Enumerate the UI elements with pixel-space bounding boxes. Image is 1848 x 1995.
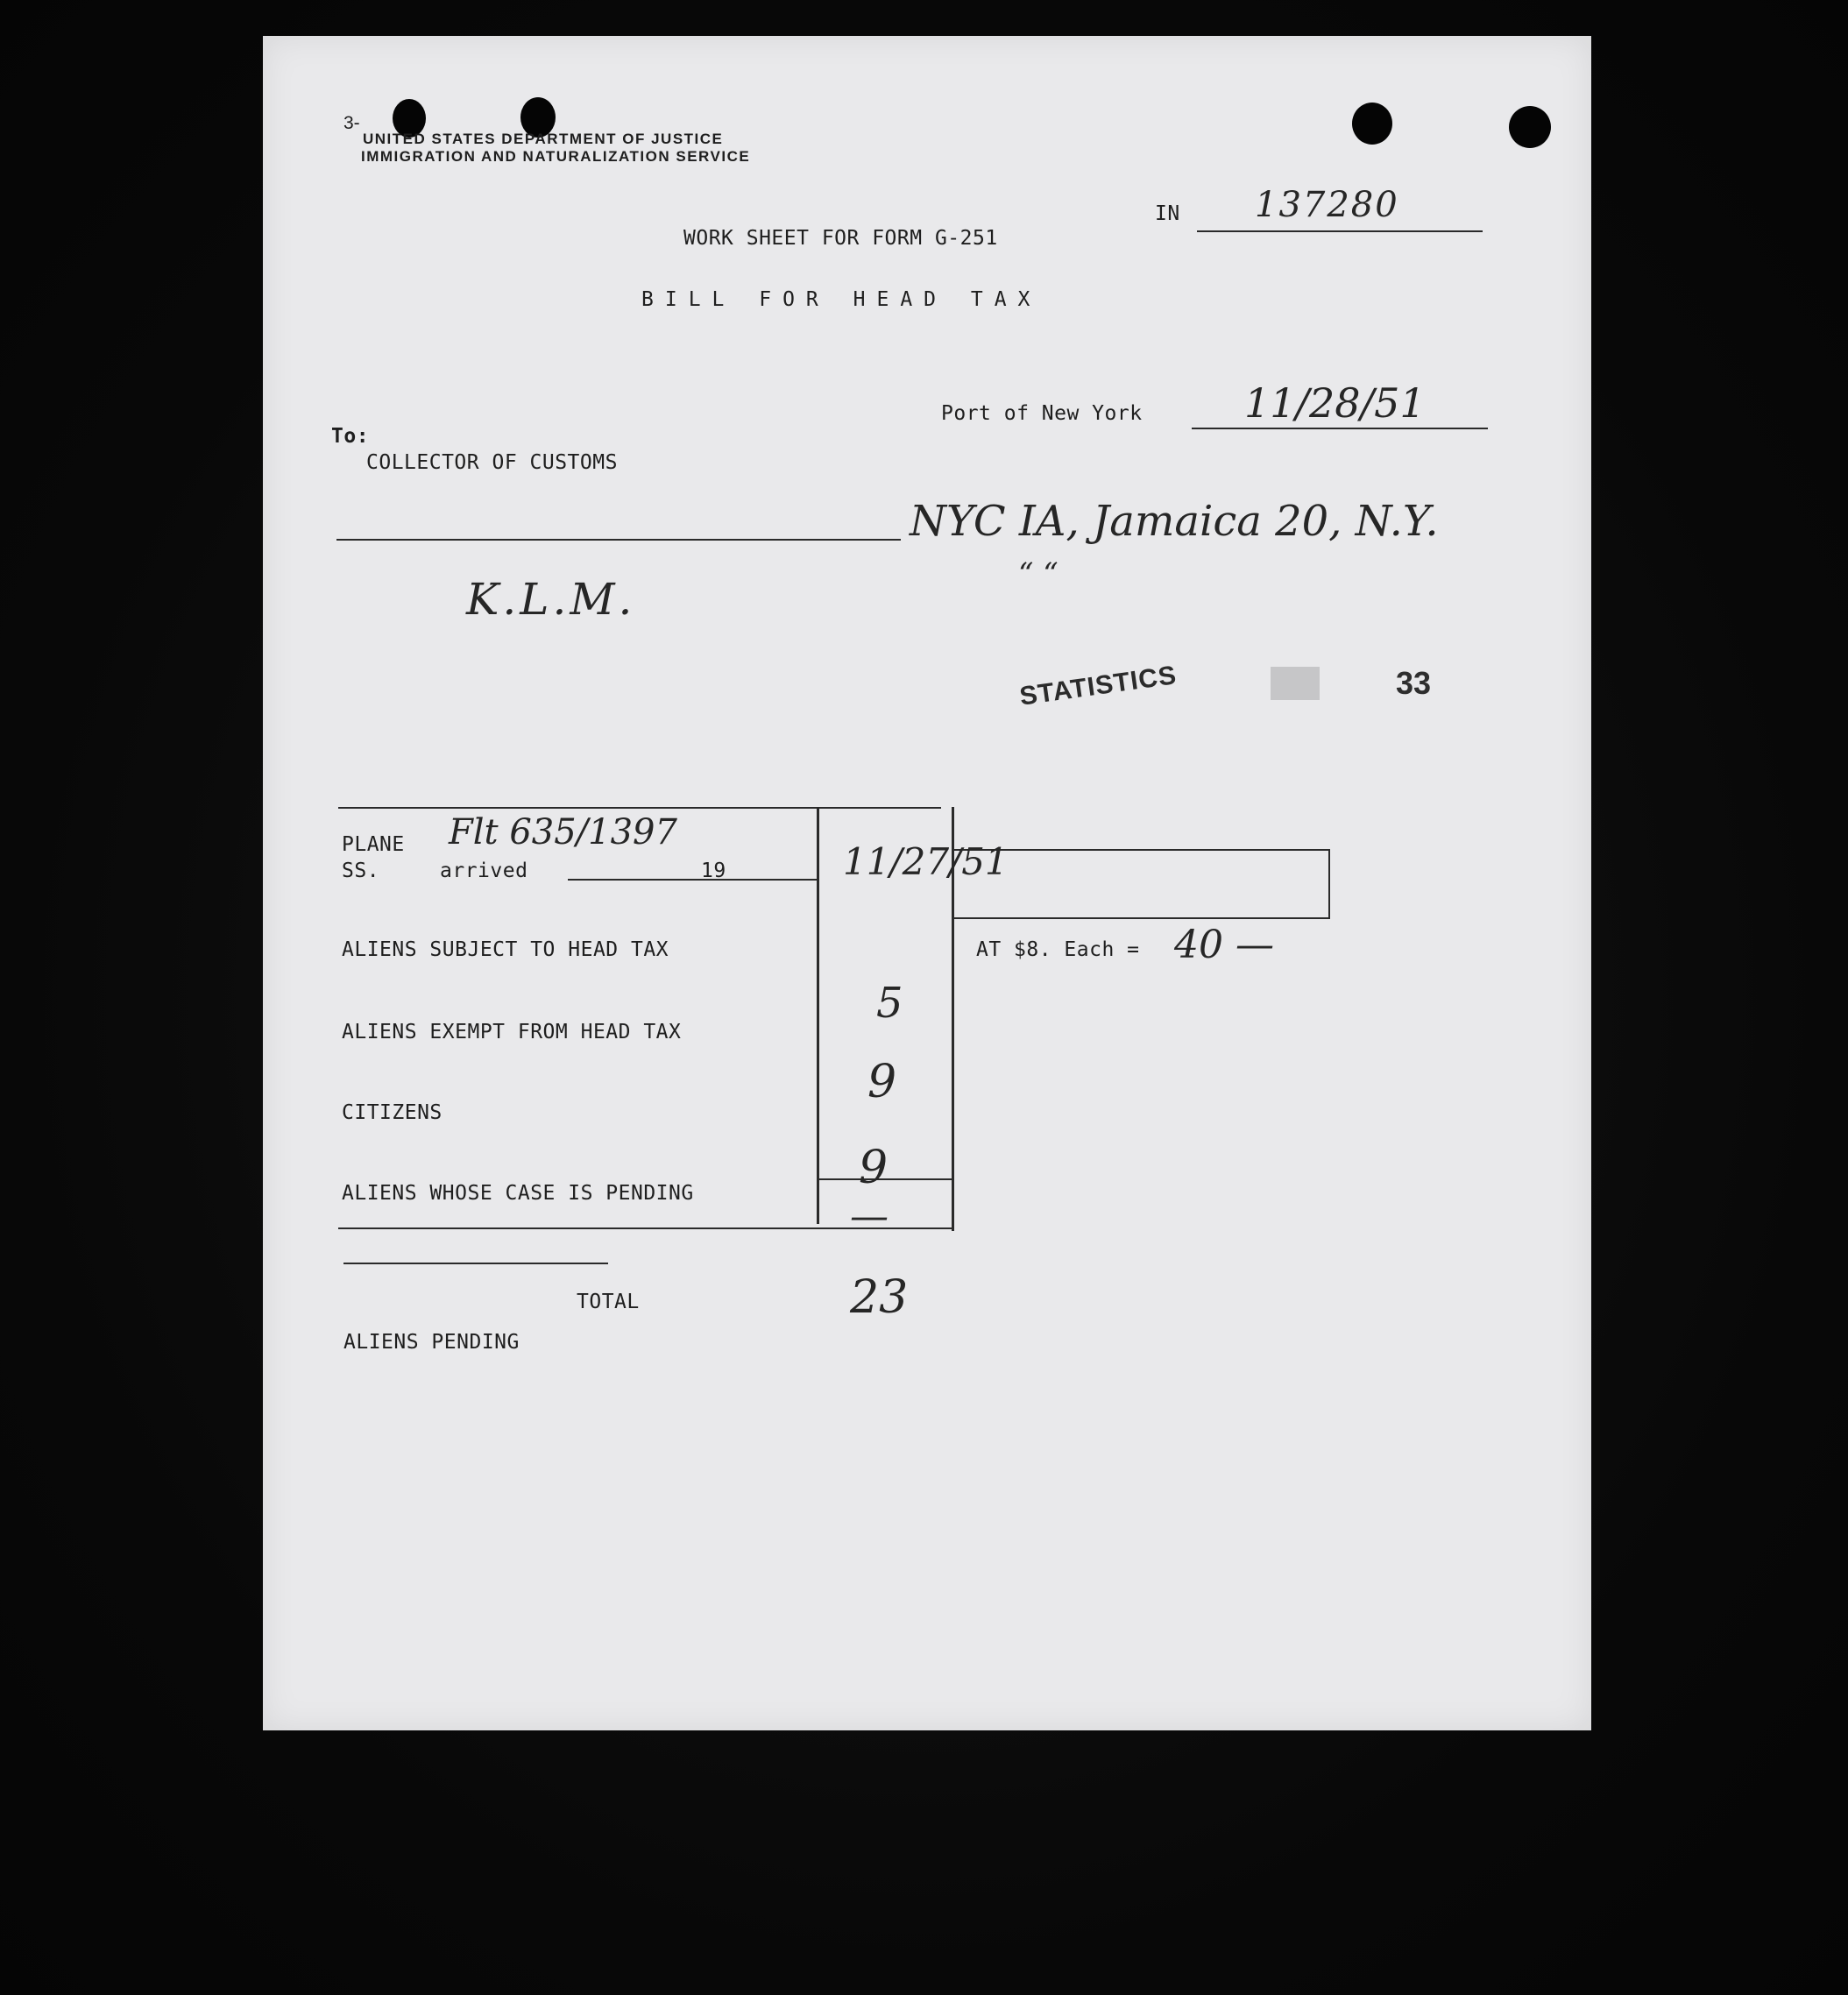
statistics-stamp: STATISTICS bbox=[1017, 661, 1179, 711]
aliens-pending-underline bbox=[343, 1263, 608, 1264]
form-title: WORK SHEET FOR FORM G-251 bbox=[683, 227, 998, 250]
row-label-pending: ALIENS WHOSE CASE IS PENDING bbox=[342, 1182, 694, 1205]
rate-label: AT $8. Each = bbox=[976, 938, 1140, 961]
row-value-exempt: 9 bbox=[867, 1056, 897, 1108]
port-date-line bbox=[1192, 428, 1488, 429]
port-label: Port of New York bbox=[941, 402, 1143, 425]
row-label-subject: ALIENS SUBJECT TO HEAD TAX bbox=[342, 938, 669, 961]
in-number: 137280 bbox=[1255, 185, 1399, 225]
row-label-exempt: ALIENS EXEMPT FROM HEAD TAX bbox=[342, 1021, 682, 1043]
aliens-pending-label: ALIENS PENDING bbox=[343, 1331, 520, 1354]
arrived-underline bbox=[568, 879, 818, 881]
port-date: 11/28/51 bbox=[1244, 379, 1426, 427]
document-page bbox=[263, 36, 1591, 1730]
year-prefix: 19 bbox=[701, 860, 726, 882]
arrival-date-handwritten: 11/27/51 bbox=[843, 840, 1009, 883]
table-top-rule bbox=[338, 807, 941, 809]
smudged-stamp-mark bbox=[1271, 667, 1320, 700]
rate-amount: 40 — bbox=[1174, 923, 1274, 967]
row-value-citizens: 9 bbox=[859, 1142, 889, 1194]
stamp-number: 33 bbox=[1396, 665, 1432, 701]
arrived-label: arrived bbox=[440, 860, 528, 882]
row-label-citizens: CITIZENS bbox=[342, 1101, 443, 1124]
row-value-subject: 5 bbox=[876, 979, 903, 1028]
table-divider-left bbox=[817, 807, 819, 1224]
plane-label: PLANE bbox=[342, 833, 405, 856]
total-label: TOTAL bbox=[577, 1291, 640, 1313]
address-handwritten: NYC IA, Jamaica 20, N.Y. bbox=[910, 497, 1439, 546]
bill-title: BILL FOR HEAD TAX bbox=[641, 288, 1042, 311]
date-box-top bbox=[953, 849, 1330, 851]
punch-hole-right-2 bbox=[1509, 106, 1551, 148]
address-line bbox=[336, 539, 901, 541]
date-box-right bbox=[1328, 849, 1330, 919]
row-value-pending: — bbox=[850, 1194, 889, 1239]
to-label: To: bbox=[331, 425, 370, 448]
form-code: 3- bbox=[343, 113, 360, 133]
total-value: 23 bbox=[850, 1271, 909, 1324]
punch-hole-right-1 bbox=[1352, 103, 1392, 145]
in-label: IN bbox=[1155, 202, 1180, 225]
flight-handwritten: Flt 635/1397 bbox=[449, 812, 677, 852]
collector-label: COLLECTOR OF CUSTOMS bbox=[366, 451, 618, 474]
in-number-line bbox=[1197, 230, 1483, 232]
service-line: IMMIGRATION AND NATURALIZATION SERVICE bbox=[361, 148, 751, 165]
rate-underline bbox=[953, 917, 1330, 919]
carrier-handwritten: K.L.M. bbox=[466, 574, 636, 625]
department-line: UNITED STATES DEPARTMENT OF JUSTICE bbox=[363, 131, 724, 147]
ditto-marks: “ “ bbox=[1018, 556, 1059, 591]
ss-label: SS. bbox=[342, 860, 380, 882]
